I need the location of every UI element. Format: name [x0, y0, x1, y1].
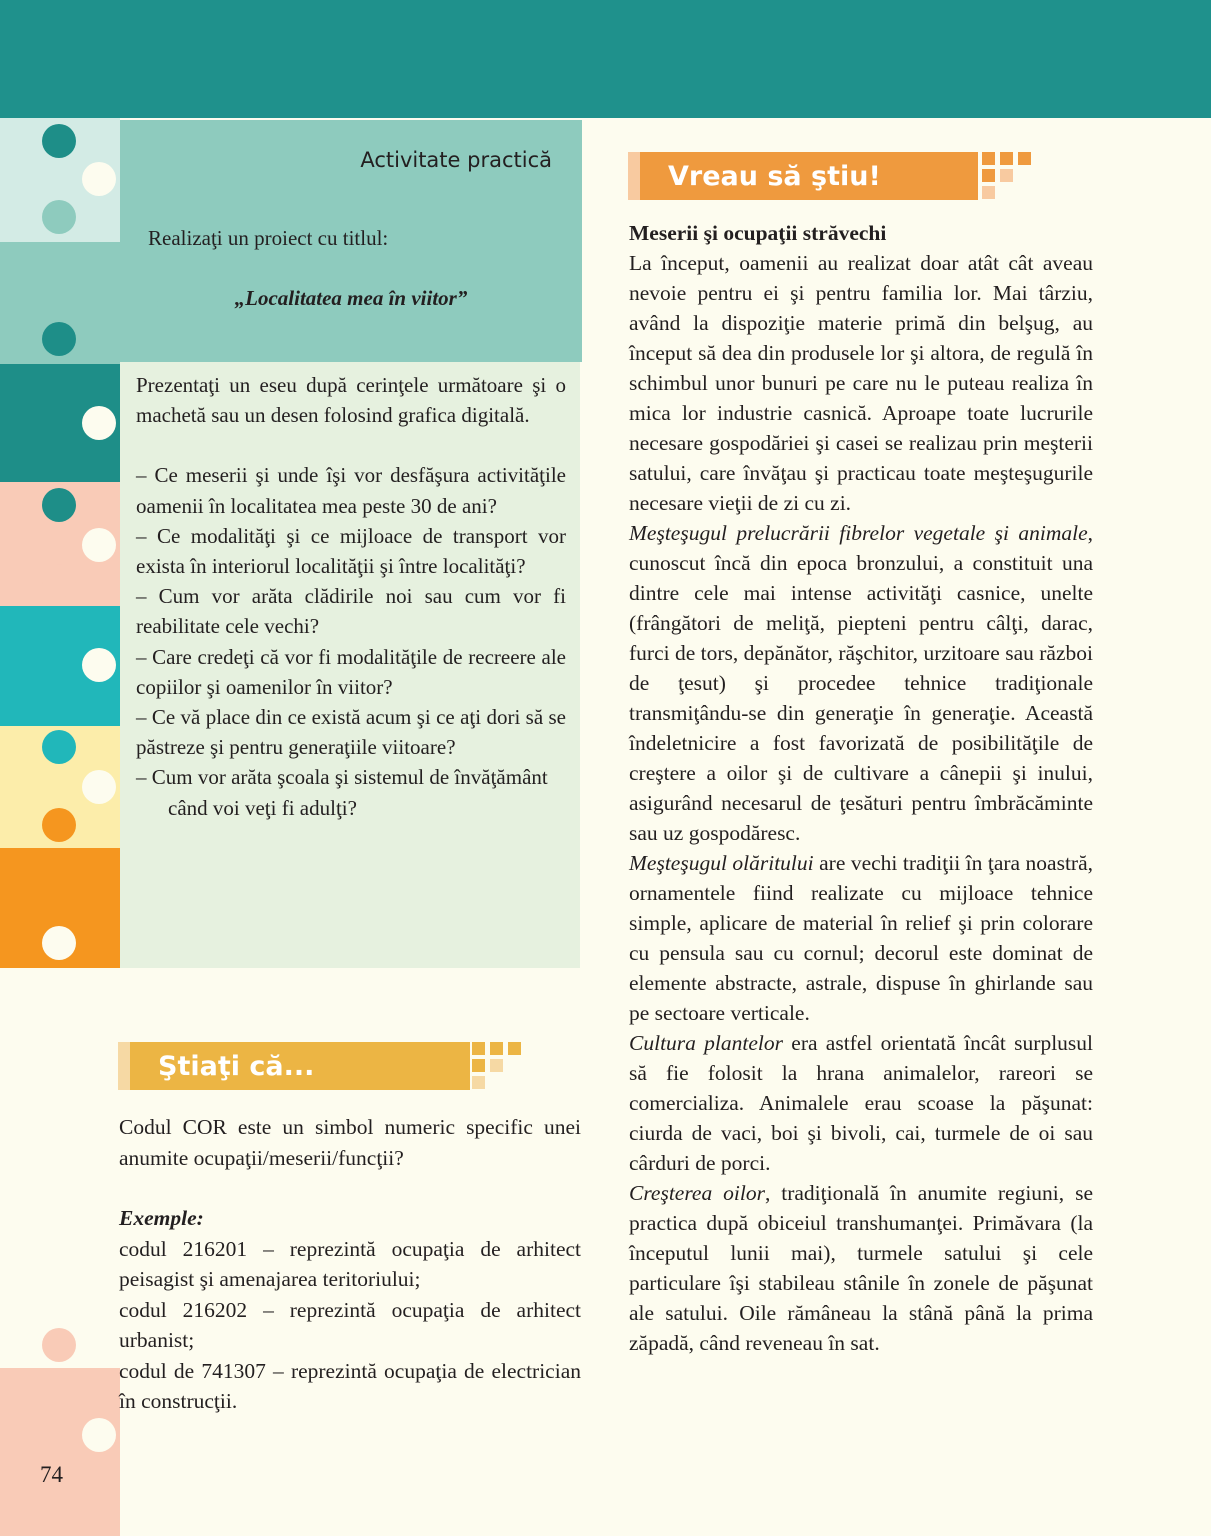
- decor-square: [1000, 152, 1013, 165]
- puzzle-knob: [42, 322, 76, 356]
- example-item: codul 216202 – reprezintă ocupaţia de arhitect urbanist;: [119, 1297, 581, 1352]
- activity-title: Activitate practică: [360, 148, 552, 172]
- activity-question: – Ce meserii şi unde îşi vor desfăşura activităţile oamenii în localitatea mea peste 30 de ani?: [136, 463, 566, 518]
- paragraph-term: Cultura plantelor: [629, 1031, 784, 1055]
- vreau-body: [629, 218, 1093, 1358]
- activity-question: – Ce vă place din ce există acum şi ce aţi dori să se păstreze şi pentru generaţiile viitoare?: [136, 705, 566, 760]
- top-band: [0, 0, 1211, 118]
- puzzle-knob: [42, 926, 76, 960]
- activity-question: – Ce modalităţi şi ce mijloace de transport vor exista în interiorul localităţii şi între localităţi?: [136, 523, 566, 579]
- vreau-subtitle: Meserii şi ocupaţii străvechi: [629, 221, 887, 245]
- paragraph-term: Creşterea oilor: [629, 1181, 765, 1205]
- stiati-header-label: Ştiaţi că...: [158, 1050, 315, 1082]
- examples-label: Exemple:: [119, 1206, 204, 1230]
- paragraph: [629, 1028, 1093, 1178]
- puzzle-knob: [82, 406, 116, 440]
- decor-square: [490, 1042, 503, 1055]
- puzzle-knob: [42, 200, 76, 234]
- decor-square: [490, 1059, 503, 1072]
- decor-square: [472, 1042, 485, 1055]
- decor-square: [508, 1042, 521, 1055]
- decor-square: [472, 1059, 485, 1072]
- project-title: „Localitatea mea în viitor”: [234, 286, 468, 310]
- puzzle-knob: [42, 730, 76, 764]
- stiati-header: [118, 1042, 470, 1090]
- paragraph: La început, oamenii au realizat doar atât cât aveau nevoie pentru ei şi pentru familia lor. Mai târziu, având la dispoziţie materie primă din belşug, au început să dea din produsele lor şi altora, de regulă în schimbul unor bunuri pe care nu le puteau realiza în mica lor industrie casnică. Aproape toate lucrurile necesare gospodăriei şi casei se realizau prin meşterii satului, care învăţau şi practicau toate meşteşugurile necesare vieţii de zi cu zi.: [629, 251, 1093, 515]
- example-item: codul de 741307 – reprezintă ocupaţia de electrician în construcţii.: [119, 1358, 581, 1413]
- paragraph: [629, 518, 1093, 848]
- puzzle-knob: [82, 770, 116, 804]
- decor-square: [1018, 152, 1031, 165]
- activity-header-panel: [120, 120, 582, 362]
- decor-square: [982, 152, 995, 165]
- paragraph: [629, 848, 1093, 1028]
- puzzle-knob: [42, 124, 76, 158]
- puzzle-knob: [42, 488, 76, 522]
- stiati-text: Codul COR este un simbol numeric specific unei anumite ocupaţii/meserii/funcţii?: [119, 1115, 581, 1170]
- stiati-body: [119, 1112, 581, 1417]
- vreau-header-label: Vreau să ştiu!: [668, 160, 881, 192]
- puzzle-knob: [82, 1418, 116, 1452]
- puzzle-knob: [42, 808, 76, 842]
- paragraph-term: Meşteşugul prelucrării fibrelor vegetale şi animale: [629, 521, 1088, 545]
- decor-square: [982, 169, 995, 182]
- decor-square: [1000, 169, 1013, 182]
- activity-question: – Care credeţi că vor fi modalităţile de recreere ale copiilor şi oamenilor în viitor?: [136, 644, 566, 699]
- puzzle-strip: [0, 118, 120, 1536]
- paragraph-text: , tradiţională în anumite regiuni, se practica după obiceiul transhumanţei. Primăvara (la începutul lunii mai), turmele satului şi cele particulare îşi stabileau stânile în zonele de păşunat ale satului. Oile rămâneau la stână până la prima zăpadă, când reveneau în sat.: [629, 1181, 1093, 1355]
- activity-question: – Cum vor arăta clădirile noi sau cum vor fi reabilitate cele vechi?: [136, 584, 566, 639]
- activity-intro: Realizaţi un proiect cu titlul:: [148, 226, 389, 250]
- example-item: codul 216201 – reprezintă ocupaţia de arhitect peisagist şi amenajarea teritoriului;: [119, 1236, 581, 1291]
- paragraph-term: Meşteşugul olăritului: [629, 851, 814, 875]
- activity-question: – Cum vor arăta şcoala şi sistemul de învăţământ când voi veţi fi adulţi?: [136, 765, 548, 820]
- decor-square: [982, 186, 995, 199]
- puzzle-knob: [42, 1328, 76, 1362]
- decor-square: [472, 1076, 485, 1089]
- activity-body-panel: [120, 362, 580, 968]
- puzzle-knob: [82, 528, 116, 562]
- puzzle-piece-peach-bottom: [0, 1368, 120, 1536]
- activity-description: Prezentaţi un eseu după cerinţele următoare şi o machetă sau un desen folosind grafica digitală.: [136, 373, 566, 428]
- puzzle-knob: [82, 648, 116, 682]
- paragraph-text: era astfel orientată încât surplusul să fie folosit la hrana animalelor, rareori se comercializa. Animalele erau scoase la păşunat: ciurda de vaci, boi şi bivoli, cai, turmele de oi sau cârduri de porci.: [629, 1031, 1094, 1175]
- page-number: 74: [40, 1462, 63, 1487]
- puzzle-knob: [42, 564, 76, 598]
- puzzle-knob: [82, 162, 116, 196]
- paragraph-text: are vechi tradiţii în ţara noastră, ornamentele fiind realizate cu mijloace tehnice simple, aplicare de material în relief şi prin colorare cu pensula sau cu cornul; decorul este dominat de elemente abstracte, astrale, dispuse în ghirlande sau pe sectoare verticale.: [629, 851, 1093, 1025]
- paragraph: [629, 1178, 1093, 1358]
- vreau-header: [628, 152, 978, 200]
- paragraph-text: , cunoscut încă din epoca bronzului, a constituit una dintre cele mai intense activităţi casnice, unelte (frângători de meliţă, piepteni pentru câlţi, darac, furci de tors, depănător, răşchitor, urzitoare sau război de ţesut) şi procedee tehnice tradiţionale transmiţându-se din generaţie în generaţie. Această îndeletnicire a fost favorizată de posibilităţile de creştere a oilor şi de cultivare a cânepii şi inului, asigurând necesarul de ţesături pentru îmbrăcăminte sau uz gospodăresc.: [629, 521, 1093, 845]
